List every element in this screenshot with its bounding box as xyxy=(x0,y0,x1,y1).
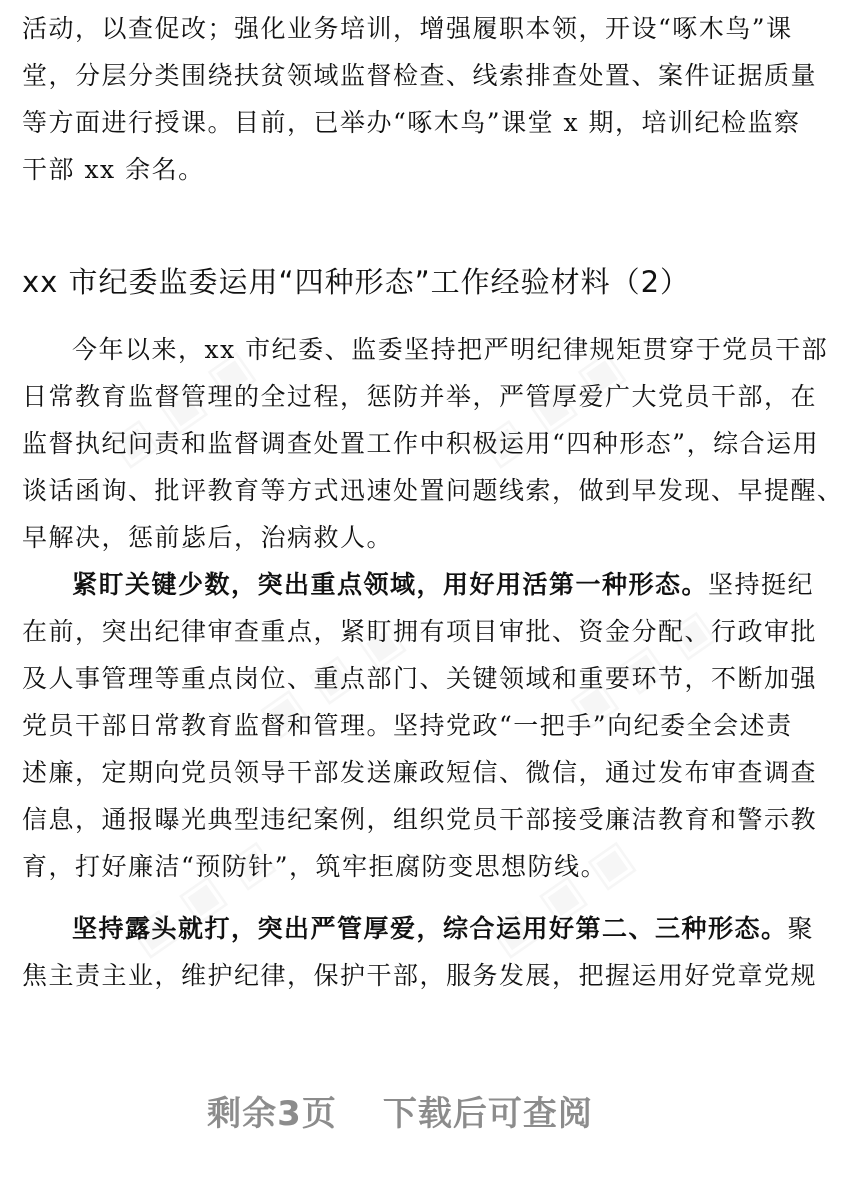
point-heading: 紧盯关键少数，突出重点领域，用好用活第一种形态。 xyxy=(72,570,709,599)
text-line: 活动，以查促改；强化业务培训，增强履职本领，开设“啄木鸟”课 xyxy=(22,14,793,43)
text-line: 及人事管理等重点岗位、重点部门、关键领域和重要环节，不断加强 xyxy=(22,664,818,693)
text-line: 今年以来，xx 市纪委、监委坚持把严明纪律规矩贯穿于党员干部 xyxy=(72,335,829,364)
text-line: 谈话函询、批评教育等方式迅速处置问题线索，做到早发现、早提醒、 xyxy=(22,476,844,505)
text-line: 在前，突出纪律审查重点，紧盯拥有项目审批、资金分配、行政审批 xyxy=(22,617,818,646)
download-to-view-label: 下载后可查阅 xyxy=(382,1094,593,1134)
text-line: 述廉，定期向党员领导干部发送廉政短信、微信，通过发布审查调查 xyxy=(22,758,818,787)
point-text: 坚持挺纪 xyxy=(708,570,815,599)
point-text: 聚 xyxy=(787,914,815,943)
watermark-icon: ▣ ▣ ▣ xyxy=(119,828,284,966)
text-line xyxy=(72,568,815,602)
text-line: 信息，通报曝光典型违纪案例，组织党员干部接受廉洁教育和警示教 xyxy=(22,805,818,834)
text-line: 干部 xx 余名。 xyxy=(22,155,205,184)
watermark-icon: ▣ ▣ ▣ xyxy=(99,338,264,476)
text-line: 堂，分层分类围绕扶贫领域监督检查、线索排查处置、案件证据质量 xyxy=(22,61,818,90)
text-line: 党员干部日常教育监督和管理。坚持党政“一把手”向纪委全会述责 xyxy=(22,711,793,740)
text-line: 育，打好廉洁“预防针”，筑牢拒腐防变思想防线。 xyxy=(22,852,608,881)
watermark-icon: ▣ ▣ ▣ xyxy=(249,608,414,746)
watermark-icon: ▣ ▣ ▣ xyxy=(559,598,724,736)
remaining-pages-label: 剩余3页 xyxy=(207,1094,337,1134)
text-line: 监督执纪问责和监督调查处置工作中积极运用“四种形态”，综合运用 xyxy=(22,429,820,458)
text-line: 日常教育监督管理的全过程，惩防并举，严管厚爱广大党员干部，在 xyxy=(22,382,818,411)
download-prompt[interactable] xyxy=(0,1086,800,1135)
text-line xyxy=(72,912,815,946)
point-heading: 坚持露头就打，突出严管厚爱，综合运用好第二、三种形态。 xyxy=(72,914,788,943)
text-line: 焦主责主业，维护纪律，保护干部，服务发展，把握运用好党章党规 xyxy=(22,961,818,990)
watermark-icon: ▣ ▣ ▣ xyxy=(469,338,634,476)
text-line: 等方面进行授课。目前，已举办“啄木鸟”课堂 x 期，培训纪检监察 xyxy=(22,108,801,137)
section-title: xx 市纪委监委运用“四种形态”工作经验材料（2） xyxy=(22,265,691,299)
text-line: 早解决，惩前毖后，治病救人。 xyxy=(22,523,394,552)
watermark-icon: ▣ ▣ ▣ xyxy=(479,828,644,966)
